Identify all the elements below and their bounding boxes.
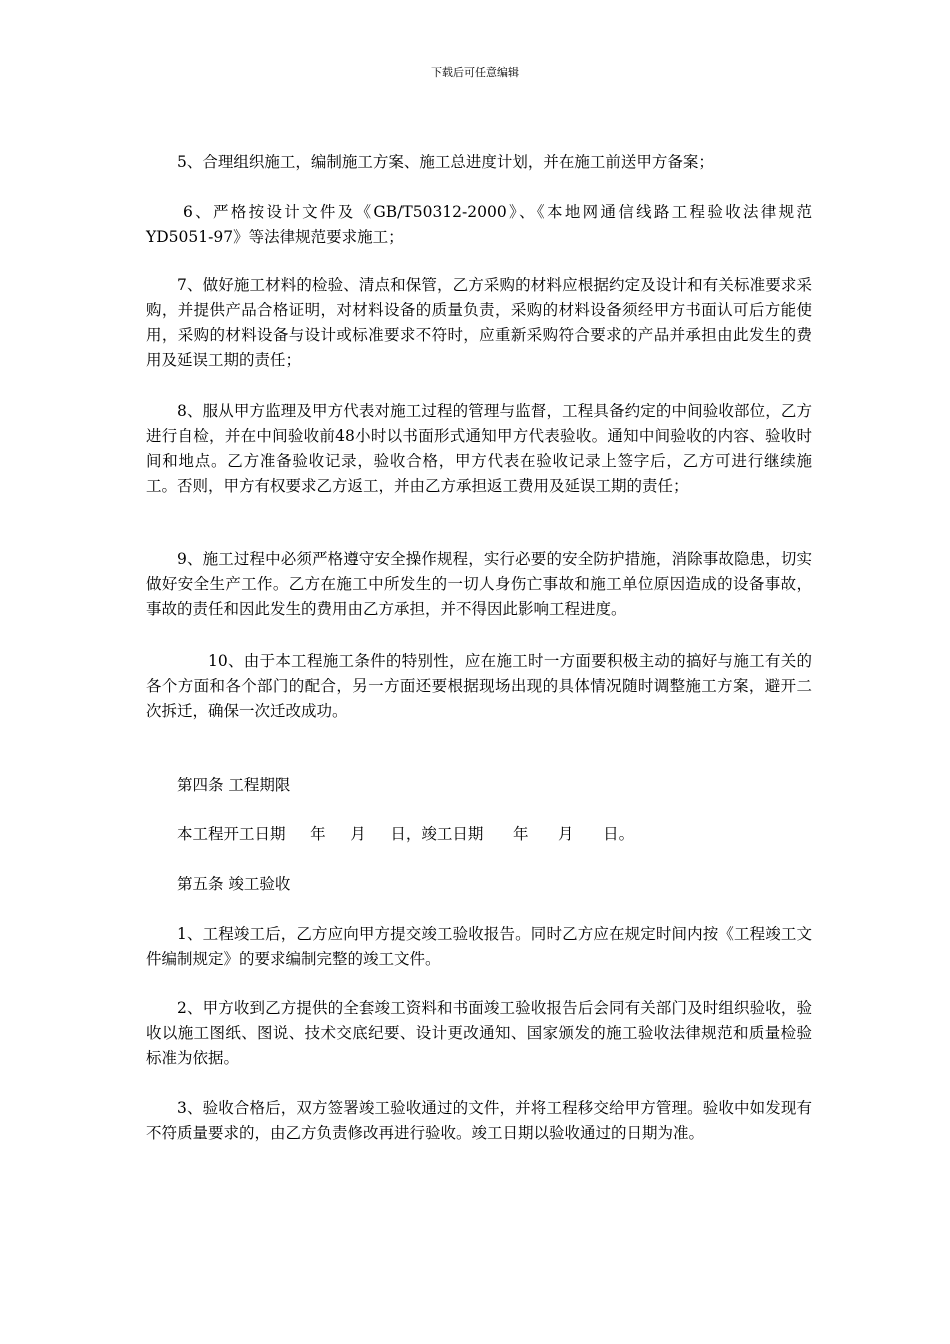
paragraph-item-10: 10、由于本工程施工条件的特别性，应在施工时一方面要积极主动的搞好与施工有关的各个方面和各个部门的配合，另一方面还要根据现场出现的具体情况随时调整施工方案，避开二次拆迁，确保一次迁改成功。 <box>146 652 812 720</box>
article-5-item-3: 3、验收合格后，双方签署竣工验收通过的文件，并将工程移交给甲方管理。验收中如发现有不符质量要求的，由乙方负责修改再进行验收。竣工日期以验收通过的日期为准。 <box>146 1099 812 1142</box>
paragraph-item-5: 5、合理组织施工，编制施工方案、施工总进度计划，并在施工前送甲方备案； <box>177 153 714 171</box>
article-4-dates: 本工程开工日期 年 月 日，竣工日期 年 月 日。 <box>177 825 635 843</box>
article-4-title: 第四条 工程期限 <box>177 776 291 794</box>
article-5-item-2: 2、甲方收到乙方提供的全套竣工资料和书面竣工验收报告后会同有关部门及时组织验收，验收以施工图纸、图说、技术交底纪要、设计更改通知、国家颁发的施工验收法律规范和质量检验标准为依据。 <box>146 999 812 1067</box>
page-header-note: 下载后可任意编辑 <box>431 66 519 79</box>
paragraph-item-8: 8、服从甲方监理及甲方代表对施工过程的管理与监督，工程具备约定的中间验收部位，乙方进行自检，并在中间验收前48小时以书面形式通知甲方代表验收。通知中间验收的内容、验收时间和地点。乙方准备验收记录，验收合格，甲方代表在验收记录上签字后，乙方可进行继续施工。否则，甲方有权要求乙方返工，并由乙方承担返工费用及延误工期的责任； <box>146 402 812 495</box>
paragraph-item-7: 7、做好施工材料的检验、清点和保管，乙方采购的材料应根据约定及设计和有关标准要求采购，并提供产品合格证明，对材料设备的质量负责，采购的材料设备须经甲方书面认可后方能使用，采购的材料设备与设计或标准要求不符时，应重新采购符合要求的产品并承担由此发生的费用及延误工期的责任； <box>146 276 812 369</box>
article-5-title: 第五条 竣工验收 <box>177 875 291 893</box>
paragraph-item-9: 9、施工过程中必须严格遵守安全操作规程，实行必要的安全防护措施，消除事故隐患，切实做好安全生产工作。乙方在施工中所发生的一切人身伤亡事故和施工单位原因造成的设备事故，事故的责任和因此发生的费用由乙方承担，并不得因此影响工程进度。 <box>146 550 812 618</box>
article-5-item-1: 1、工程竣工后，乙方应向甲方提交竣工验收报告。同时乙方应在规定时间内按《工程竣工文件编制规定》的要求编制完整的竣工文件。 <box>146 925 812 968</box>
paragraph-item-6: 6、严格按设计文件及《GB/T50312-2000》、《本地网通信线路工程验收法律规范YD5051-97》等法律规范要求施工； <box>146 203 812 246</box>
